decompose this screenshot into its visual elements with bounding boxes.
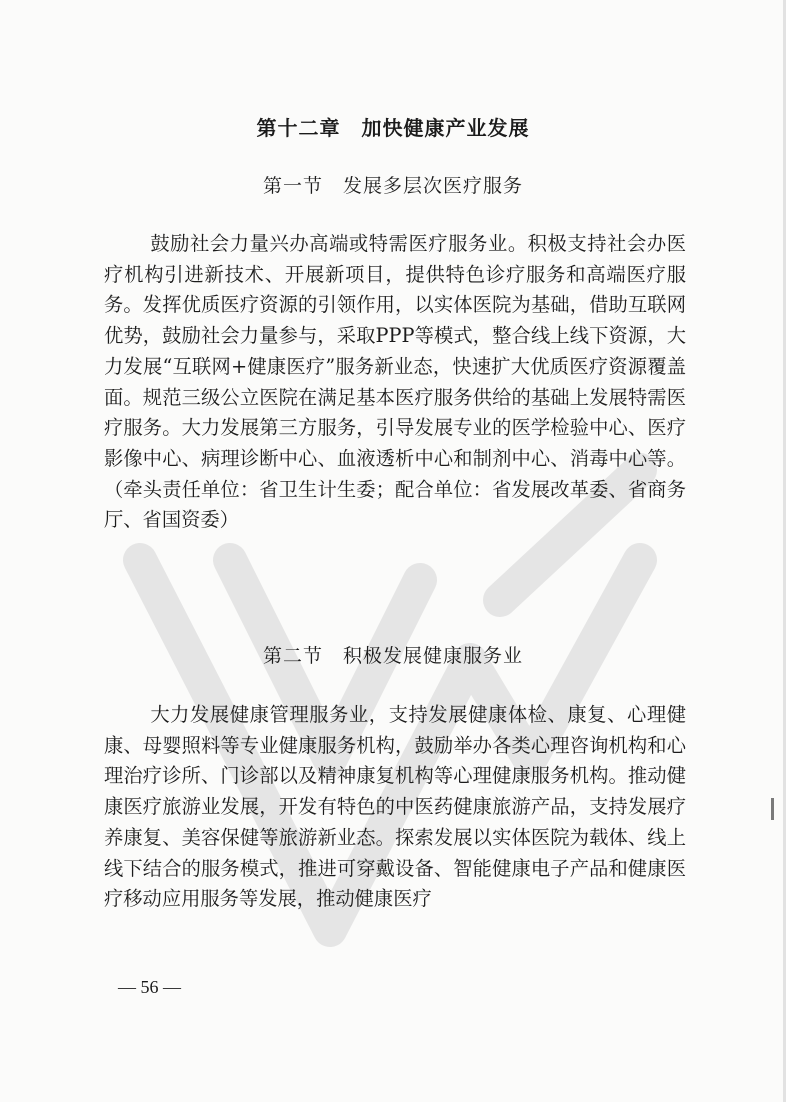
chapter-title: 第十二章 加快健康产业发展	[256, 116, 530, 140]
section-title-2: 第二节 积极发展健康服务业	[262, 645, 523, 667]
scan-speck	[771, 798, 774, 820]
section-title-1: 第一节 发展多层次医疗服务	[262, 175, 523, 197]
section-1-paragraph: 鼓励社会力量兴办高端或特需医疗服务业。积极支持社会办医疗机构引进新技术、开展新项目，提供特色诊疗服务和高端医疗服务。发挥优质医疗资源的引领作用，以实体医院为基础，借助互联网优势，鼓励社会力量参与，采取PPP等模式，整合线上线下资源，大力发展“互联网+健康医疗”服务新业态，快速扩大优质医疗资源覆盖面。规范三级公立医院在满足基本医疗服务供给的基础上发展特需医疗服务。大力发展第三方服务，引导发展专业的医学检验中心、医疗影像中心、病理诊断中心、血液透析中心和制剂中心、消毒中心等。（牵头责任单位：省卫生计生委；配合单位：省发展改革委、省商务厅、省国资委）	[104, 232, 686, 532]
section-2-paragraph: 大力发展健康管理服务业，支持发展健康体检、康复、心理健康、母婴照料等专业健康服务机构，鼓励举办各类心理咨询机构和心理治疗诊所、门诊部以及精神康复机构等心理健康服务机构。推动健康医疗旅游业发展，开发有特色的中医药健康旅游产品，支持发展疗养康复、美容保健等旅游新业态。探索发展以实体医院为载体、线上线下结合的服务模式，推进可穿戴设备、智能健康电子产品和健康医疗移动应用服务等发展，推动健康医疗	[104, 703, 686, 911]
page-number: — 56 —	[118, 977, 181, 997]
